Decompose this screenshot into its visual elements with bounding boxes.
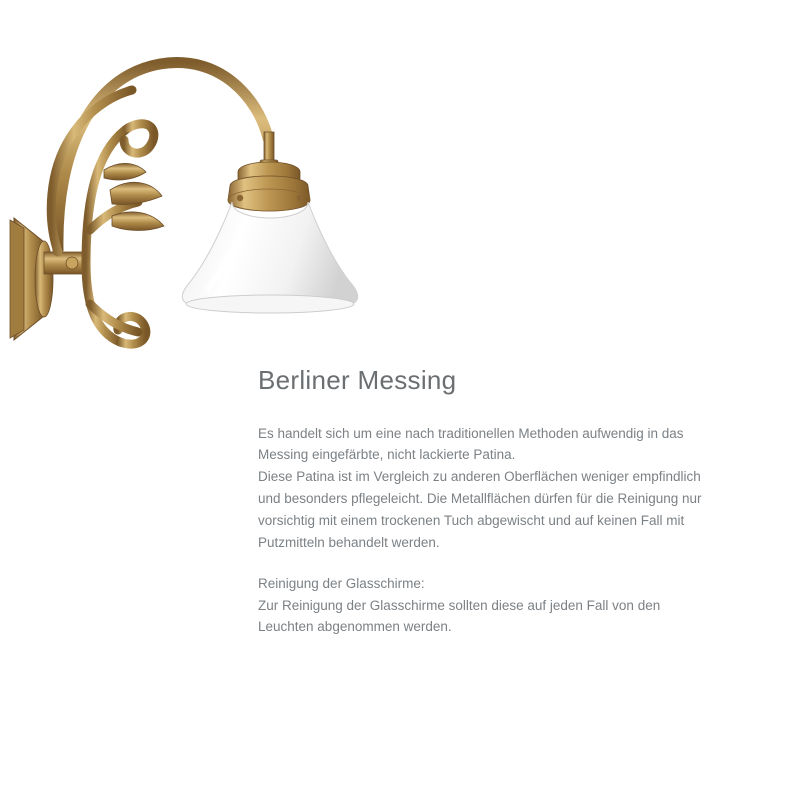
cleaning-heading: Reinigung der Glasschirme:	[258, 575, 425, 591]
wall-mount-plate	[10, 218, 53, 340]
product-text-block	[258, 366, 718, 638]
lamp-shade-gallery	[228, 162, 310, 211]
decorative-scrollwork	[86, 124, 154, 344]
product-image	[0, 20, 400, 350]
description-paragraph-1: Es handelt sich um eine nach traditionellen Methoden aufwendig in das Messing eingefärbte, nicht lackierte Patina.	[258, 425, 684, 463]
product-description	[258, 423, 718, 639]
page-title: Berliner Messing	[258, 365, 457, 395]
cleaning-text: Zur Reinigung der Glasschirme sollten diese auf jeden Fall von den Leuchten abgenommen werden.	[258, 597, 661, 635]
description-paragraph-2: Diese Patina ist im Vergleich zu anderen Oberflächen weniger empfindlich und besonders pflegeleicht. Die Metallflächen dürfen für die Reinigung nur vorsichtig mit einem trockenen Tuch abgewischt und auf keinen Fall mit Putzmitteln behandelt werden.	[258, 469, 702, 550]
scroll-leaf-ornament	[104, 163, 164, 230]
wall-lamp-illustration	[0, 20, 400, 350]
paragraph-spacer	[258, 554, 718, 573]
glass-shade	[182, 202, 357, 313]
